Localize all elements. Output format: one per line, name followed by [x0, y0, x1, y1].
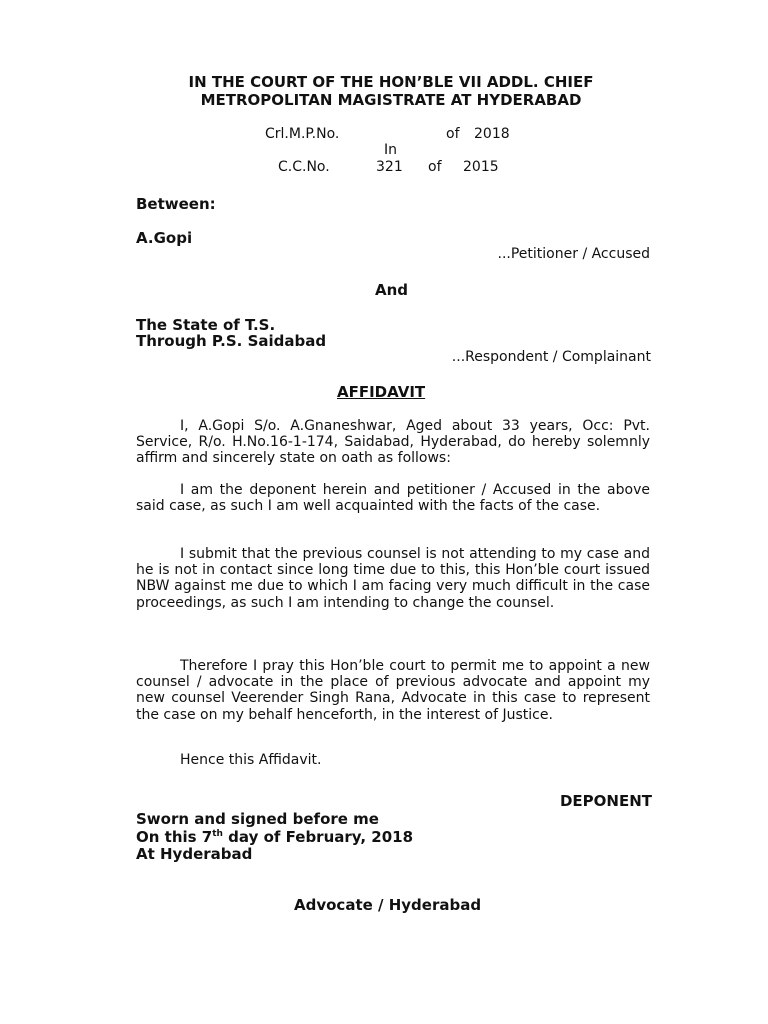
sworn-line: Sworn and signed before me [136, 810, 379, 828]
court-heading-line2: METROPOLITAN MAGISTRATE AT HYDERABAD [200, 91, 582, 109]
paragraph-deponent-statement: I am the deponent herein and petitioner / Accused in the above said case, as such I am well acquainted with the facts of the case. [136, 482, 650, 515]
in-connector: In [384, 142, 398, 158]
closing-line: Hence this Affidavit. [180, 752, 322, 768]
petitioner-role: ...Petitioner / Accused [497, 246, 650, 262]
respondent-role: ...Respondent / Complainant [451, 349, 651, 365]
crl-mp-year: 2018 [474, 126, 510, 142]
respondent-line2: Through P.S. Saidabad [136, 332, 327, 350]
cc-year: 2015 [463, 159, 499, 175]
affidavit-title: AFFIDAVIT [337, 383, 426, 401]
paragraph-deponent-details: I, A.Gopi S/o. A.Gnaneshwar, Aged about 33 years, Occ: Pvt. Service, R/o. H.No.16-1-174, Saidabad, Hyderabad, do hereby solemnly affirm and sincerely state on oath as follows: [136, 418, 650, 467]
crl-mp-label: Crl.M.P.No. [265, 126, 340, 142]
cc-label: C.C.No. [278, 159, 330, 175]
paragraph-prayer: Therefore I pray this Hon’ble court to permit me to appoint a new counsel / advocate in the place of previous advocate and appoint my new counsel Veerender Singh Rana, Advocate in this case to represent the case on my behalf henceforth, in the interest of Justice. [136, 658, 650, 723]
advocate-signature-label: Advocate / Hyderabad [294, 896, 482, 914]
cc-of: of [428, 159, 442, 175]
petitioner-name: A.Gopi [136, 229, 193, 247]
paragraph-counsel-issue: I submit that the previous counsel is not attending to my case and he is not in contact since long time due to this, this Hon’ble court issued NBW against me due to which I am facing very much difficult in the case proceedings, as such I am intending to change the counsel. [136, 546, 650, 611]
sworn-date-prefix: On this 7 [136, 828, 213, 846]
cc-number: 321 [376, 159, 403, 175]
crl-mp-of: of [446, 126, 460, 142]
and-connector: And [375, 281, 409, 299]
deponent-label: DEPONENT [559, 792, 652, 810]
sworn-date-line [136, 828, 413, 846]
sworn-date-suffix: day of February, 2018 [222, 828, 414, 846]
between-label: Between: [136, 195, 216, 213]
sworn-place: At Hyderabad [136, 845, 253, 863]
sworn-date-ordinal: th [212, 829, 223, 839]
respondent-line1: The State of T.S. [136, 316, 276, 334]
court-heading-line1: IN THE COURT OF THE HON’BLE VII ADDL. CHIEF [188, 73, 594, 91]
